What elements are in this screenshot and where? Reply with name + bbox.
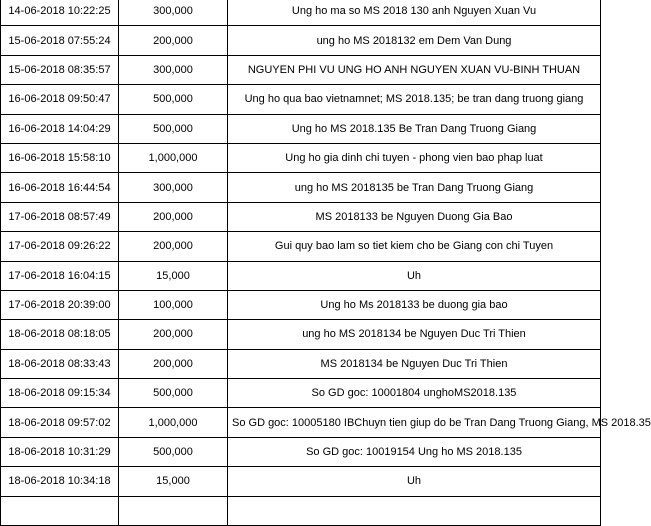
table-row [1,320,601,349]
table-row [1,379,601,408]
date-cell: 18-06-2018 10:34:18 [1,467,119,496]
description-cell: Gui quy bao lam so tiet kiem cho be Giang con chi Tuyen [228,232,601,261]
table-row [1,261,601,290]
date-cell: 18-06-2018 09:57:02 [1,408,119,437]
date-cell: 15-06-2018 08:35:57 [1,55,119,84]
date-cell: 18-06-2018 08:33:43 [1,349,119,378]
table-row [1,437,601,466]
description-cell: Ung ho gia dinh chi tuyen - phong vien bao phap luat [228,143,601,172]
date-cell: 17-06-2018 16:04:15 [1,261,119,290]
date-cell: 18-06-2018 08:18:05 [1,320,119,349]
date-cell: 14-06-2018 10:22:25 [1,0,119,26]
description-cell: MS 2018134 be Nguyen Duc Tri Thien [228,349,601,378]
amount-cell: 200,000 [119,26,228,55]
description-cell: MS 2018133 be Nguyen Duong Gia Bao [228,202,601,231]
description-cell: ung ho MS 2018134 be Nguyen Duc Tri Thien [228,320,601,349]
date-cell: 16-06-2018 09:50:47 [1,85,119,114]
description-cell: Uh [228,467,601,496]
date-cell: 17-06-2018 20:39:00 [1,290,119,319]
table-row [1,408,601,437]
amount-cell: 200,000 [119,320,228,349]
date-cell: 18-06-2018 10:31:29 [1,437,119,466]
amount-cell: 200,000 [119,349,228,378]
table-row [1,496,601,525]
description-cell: Ung ho Ms 2018133 be duong gia bao [228,290,601,319]
table-row [1,290,601,319]
table-row [1,202,601,231]
description-cell: So GD goc: 10001804 unghoMS2018.135 [228,379,601,408]
amount-cell: 300,000 [119,0,228,26]
amount-cell: 500,000 [119,437,228,466]
table-row [1,349,601,378]
amount-cell: 300,000 [119,55,228,84]
description-cell [228,496,601,525]
description-cell: Ung ho MS 2018.135 Be Tran Dang Truong Giang [228,114,601,143]
description-cell: So GD goc: 10019154 Ung ho MS 2018.135 [228,437,601,466]
date-cell: 18-06-2018 09:15:34 [1,379,119,408]
amount-cell: 200,000 [119,202,228,231]
table-row [1,467,601,496]
table-row [1,232,601,261]
table-row [1,0,601,26]
description-cell: NGUYEN PHI VU UNG HO ANH NGUYEN XUAN VU-BINH THUAN [228,55,601,84]
date-cell: 16-06-2018 15:58:10 [1,143,119,172]
description-cell: Ung ho ma so MS 2018 130 anh Nguyen Xuan Vu [228,0,601,26]
amount-cell: 1,000,000 [119,408,228,437]
amount-cell: 100,000 [119,290,228,319]
amount-cell: 300,000 [119,173,228,202]
amount-cell: 15,000 [119,467,228,496]
amount-cell: 500,000 [119,114,228,143]
table-row [1,173,601,202]
date-cell: 17-06-2018 08:57:49 [1,202,119,231]
table-row [1,26,601,55]
date-cell: 16-06-2018 14:04:29 [1,114,119,143]
table-row [1,114,601,143]
description-cell: Ung ho qua bao vietnamnet; MS 2018.135; be tran dang truong giang [228,85,601,114]
amount-cell: 500,000 [119,379,228,408]
date-cell: 16-06-2018 16:44:54 [1,173,119,202]
date-cell: 15-06-2018 07:55:24 [1,26,119,55]
table-row [1,143,601,172]
description-cell: ung ho MS 2018132 em Dem Van Dung [228,26,601,55]
description-cell: Uh [228,261,601,290]
amount-cell: 1,000,000 [119,143,228,172]
table-row [1,55,601,84]
date-cell: 17-06-2018 09:26:22 [1,232,119,261]
description-cell: ung ho MS 2018135 be Tran Dang Truong Giang [228,173,601,202]
table-row [1,85,601,114]
amount-cell: 15,000 [119,261,228,290]
amount-cell [119,496,228,525]
amount-cell: 500,000 [119,85,228,114]
donation-table-body [1,0,651,526]
description-cell: So GD goc: 10005180 IBChuyn tien giup do be Tran Dang Truong Giang, MS 2018.35 [228,408,601,437]
date-cell [1,496,119,525]
amount-cell: 200,000 [119,232,228,261]
